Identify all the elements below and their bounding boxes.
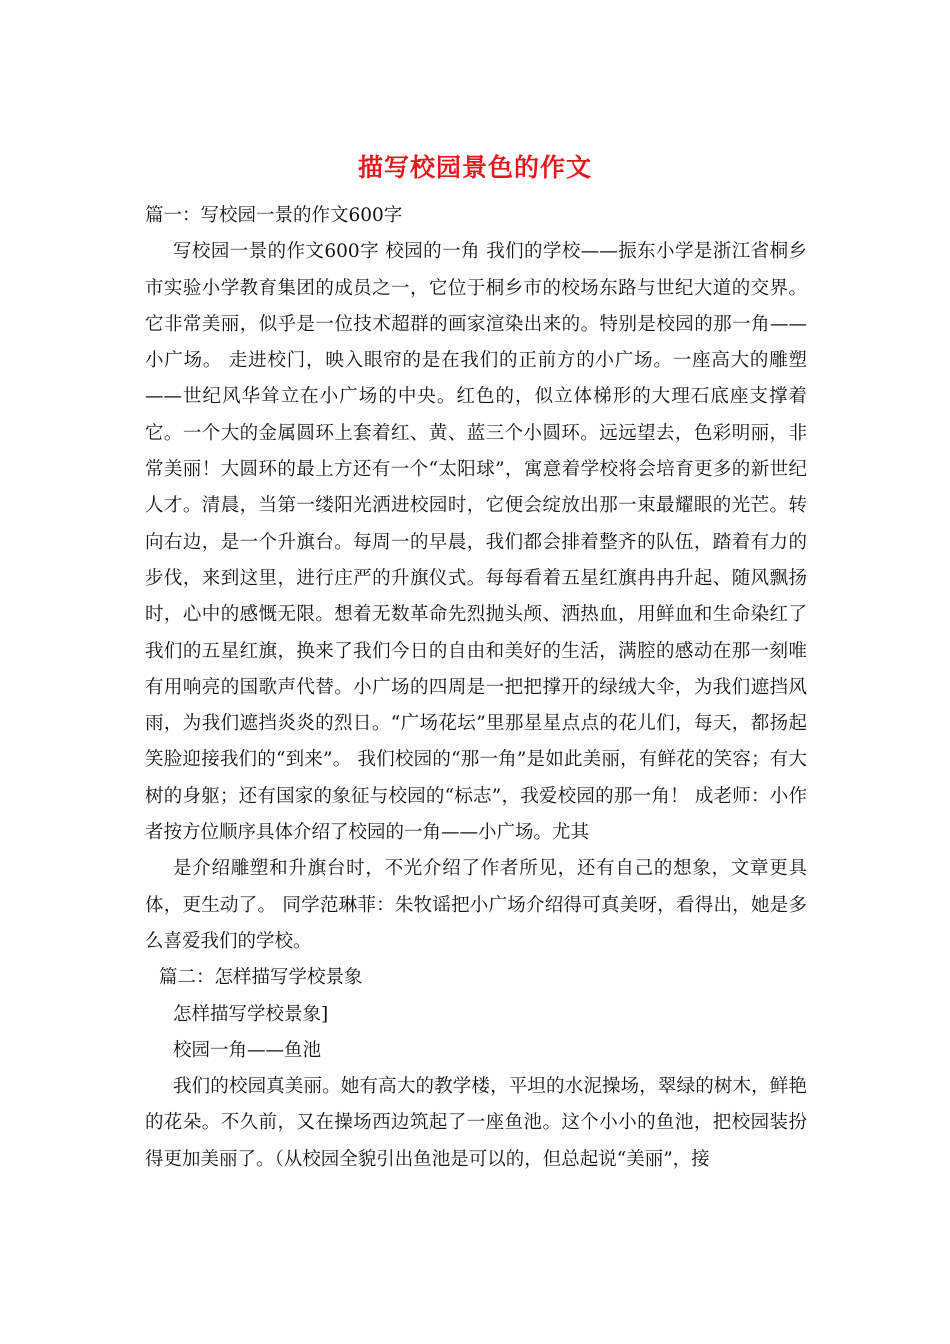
section-2-subheading-2: 校园一角——鱼池 xyxy=(173,1039,322,1061)
document-body xyxy=(145,198,807,1178)
section-2-subheading-1: 怎样描写学校景象] xyxy=(173,1003,329,1025)
section-1-paragraph-1: 写校园一景的作文600字 校园的一角 我们的学校——振东小学是浙江省桐乡市实验小学教育集团的成员之一，它位于桐乡市的校场东路与世纪大道的交界。它非常美丽，似乎是一位技术超群的画家渲染出来的。特别是校园的那一角——小广场。 走进校门，映入眼帘的是在我们的正前方的小广场。一座高大的雕塑——世纪风华耸立在小广场的中央。红色的，似立体梯形的大理石底座支撑着它。一个大的金属圆环上套着红、黄、蓝三个小圆环。远远望去，色彩明丽，非常美丽！大圆环的最上方还有一个“太阳球”，寓意着学校将会培育更多的新世纪人才。清晨，当第一缕阳光洒进校园时，它便会绽放出那一束最耀眼的光芒。转向右边，是一个升旗台。每周一的早晨，我们都会排着整齐的队伍，踏着有力的步伐，来到这里，进行庄严的升旗仪式。每每看着五星红旗冉冉升起、随风飘扬时，心中的感慨无限。想着无数革命先烈抛头颅、洒热血，用鲜血和生命染红了我们的五星红旗，换来了我们今日的自由和美好的生活，满腔的感动在那一刻唯有用响亮的国歌声代替。小广场的四周是一把把撑开的绿绒大伞，为我们遮挡风雨，为我们遮挡炎炎的烈日。“广场花坛”里那星星点点的花儿们，每天，都扬起笑脸迎接我们的“到来”。 我们校园的“那一角”是如此美丽，有鲜花的笑容；有大树的身躯；还有国家的象征与校园的“标志”，我爱校园的那一角！ 成老师：小作者按方位顺序具体介绍了校园的一角——小广场。尤其 xyxy=(145,241,807,844)
section-1-paragraph-2: 是介绍雕塑和升旗台时，不光介绍了作者所见，还有自己的想象，文章更具体，更生动了。 同学范琳菲：朱牧谣把小广场介绍得可真美呀，看得出，她是多么喜爱我们的学校。 xyxy=(145,858,807,952)
section-1-heading: 篇一：写校园一景的作文600字 xyxy=(145,205,403,226)
section-2-paragraph-1: 我们的校园真美丽。她有高大的教学楼，平坦的水泥操场，翠绿的树木，鲜艳的花朵。不久前，又在操场西边筑起了一座鱼池。这个小小的鱼池，把校园装扮得更加美丽了。（从校园全貌引出鱼池是可以的，但总起说“美丽”，接 xyxy=(145,1076,807,1170)
section-2-heading: 篇二：怎样描写学校景象 xyxy=(159,967,363,989)
document-title: 描写校园景色的作文 xyxy=(357,153,592,182)
